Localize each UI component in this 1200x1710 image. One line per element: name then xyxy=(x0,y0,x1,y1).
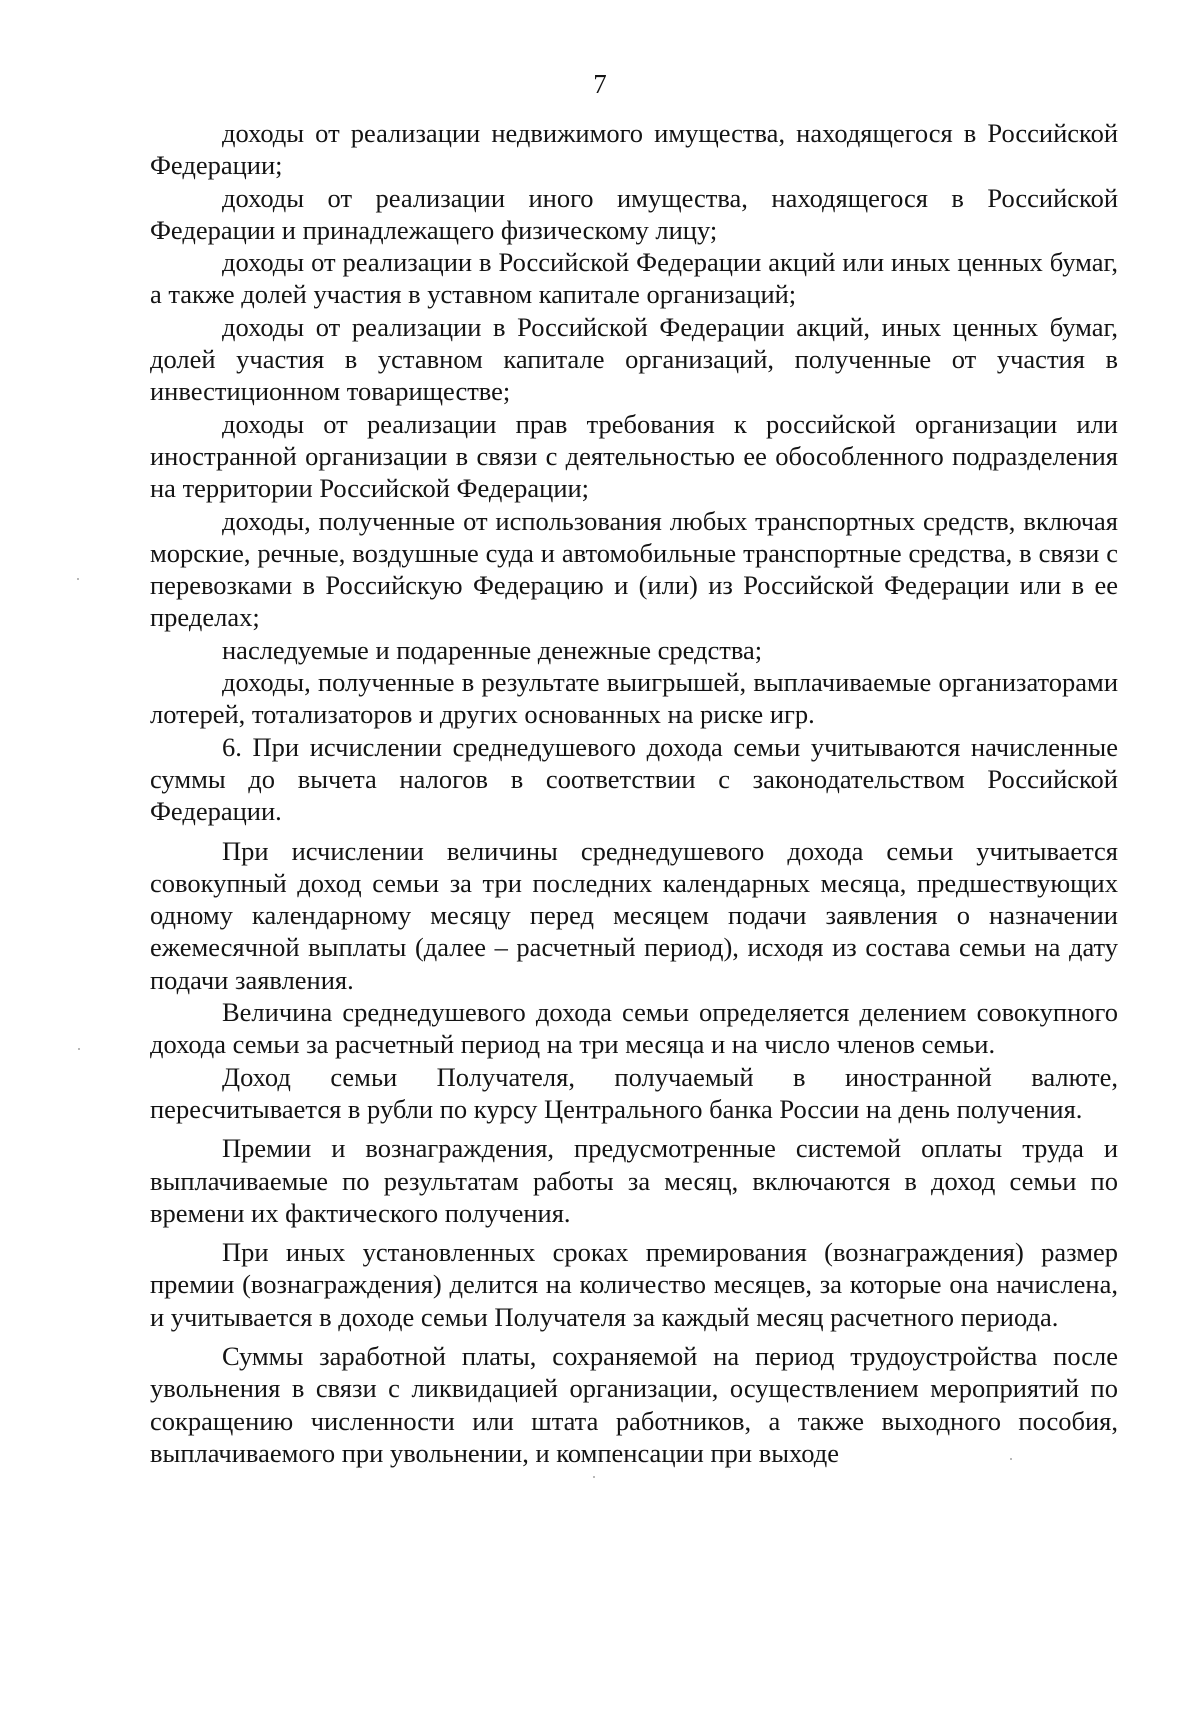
paragraph-claim-rights-income: доходы от реализации прав требования к российской организации или иностранной организации в связи с деятельностью ее обособленного подразделения на территории Российской Федерации; xyxy=(150,408,1118,504)
paragraph-securities-income: доходы от реализации в Российской Федерации акций или иных ценных бумаг, а также долей участия в уставном капитале организаций; xyxy=(150,247,1118,310)
page-number: 7 xyxy=(593,69,607,99)
paragraph-other-property-income: доходы от реализации иного имущества, находящегося в Российской Федерации и принадлежащего физическому лицу; xyxy=(150,182,1118,245)
paragraph-foreign-currency-income: Доход семьи Получателя, получаемый в иностранной валюте, пересчитывается в рубли по курсу Центрального банка России на день получения. xyxy=(150,1061,1118,1124)
paragraph-bonuses-other-terms: При иных установленных сроках премирования (вознаграждения) размер премии (вознаграждения) делится на количество месяцев, за которые она начислена, и учитывается в доходе семьи Получателя за каждый месяц расчетного периода. xyxy=(150,1237,1118,1332)
paragraph-bonuses-monthly: Премии и вознаграждения, предусмотренные системой оплаты труда и выплачиваемые по результатам работы за месяц, включаются в доход семьи по времени их фактического получения. xyxy=(150,1133,1118,1228)
paragraph-calculation-period: При исчислении величины среднедушевого дохода семьи учитывается совокупный доход семьи за три последних календарных месяца, предшествующих одному календарному месяцу перед месяцем подачи заявления о назначении ежемесячной выплаты (далее – расчетный период), исходя из состава семьи на дату подачи заявления. xyxy=(150,835,1118,995)
paragraph-inherited-funds: наследуемые и подаренные денежные средства; xyxy=(222,634,763,665)
paragraph-investment-partnership-income: доходы от реализации в Российской Федерации акций, иных ценных бумаг, долей участия в уставном капитале организаций, полученные от участия в инвестиционном товариществе; xyxy=(150,311,1118,407)
paragraph-transport-income: доходы, полученные от использования любых транспортных средств, включая морские, речные, воздушные суда и автомобильные транспортные средства, в связи с перевозками в Российскую Федерацию и (или) из Российской Федерации или в ее пределах; xyxy=(150,505,1118,633)
scan-speck xyxy=(78,1048,80,1050)
scan-speck xyxy=(1010,1458,1012,1460)
scan-speck xyxy=(77,578,79,580)
paragraph-clause-6: 6. При исчислении среднедушевого дохода семьи учитываются начисленные суммы до вычета налогов в соответствии с законодательством Российской Федерации. xyxy=(150,731,1118,827)
paragraph-average-income-value: Величина среднедушевого дохода семьи определяется делением совокупного дохода семьи за расчетный период на три месяца и на число членов семьи. xyxy=(150,997,1118,1060)
paragraph-severance-pay: Суммы заработной платы, сохраняемой на период трудоустройства после увольнения в связи с ликвидацией организации, осуществлением мероприятий по сокращению численности или штата работников, а также выходного пособия, выплачиваемого при увольнении, и компенсации при выходе xyxy=(150,1340,1118,1468)
scan-speck xyxy=(593,1476,595,1478)
paragraph-winnings-income: доходы, полученные в результате выигрышей, выплачиваемые организаторами лотерей, тотализаторов и других основанных на риске игр. xyxy=(150,667,1118,730)
document-body xyxy=(150,117,1118,1469)
paragraph-real-estate-income: доходы от реализации недвижимого имущества, находящегося в Российской Федерации; xyxy=(150,118,1118,181)
